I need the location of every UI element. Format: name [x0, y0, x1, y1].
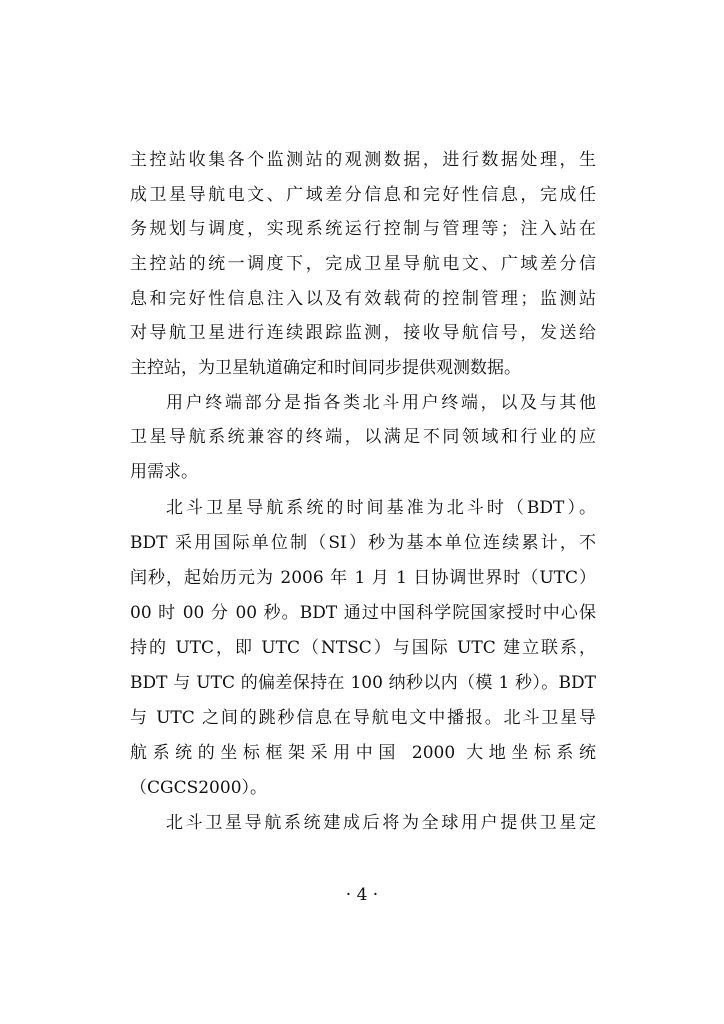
- text-line: 对导航卫星进行连续跟踪监测，接收导航信号，发送给: [130, 323, 596, 343]
- text-line: 息和完好性信息注入以及有效载荷的控制管理；监测站: [130, 289, 596, 309]
- text-line: 航系统的坐标框架采用中国 2000 大地坐标系统: [130, 743, 596, 763]
- text-line: BDT 采用国际单位制（SI）秒为基本单位连续累计，不: [130, 533, 596, 553]
- paragraph-first-line: 北斗卫星导航系统建成后将为全球用户提供卫星定: [166, 813, 596, 833]
- text-line: 卫星导航系统兼容的终端，以满足不同领域和行业的应: [130, 427, 596, 447]
- text-line: BDT 与 UTC 的偏差保持在 100 纳秒以内（模 1 秒）。BDT: [130, 673, 596, 693]
- text-line: 00 时 00 分 00 秒。BDT 通过中国科学院国家授时中心保: [130, 603, 596, 623]
- text-line: 务规划与调度，实现系统运行控制与管理等；注入站在: [130, 219, 596, 239]
- text-line: 主控站收集各个监测站的观测数据，进行数据处理，生: [130, 150, 596, 170]
- page-number: · 4 ·: [345, 885, 379, 905]
- text-line: 与 UTC 之间的跳秒信息在导航电文中播报。北斗卫星导: [130, 708, 596, 728]
- text-line: 主控站的统一调度下，完成卫星导航电文、广域差分信: [130, 254, 596, 274]
- paragraph-first-line: 北斗卫星导航系统的时间基准为北斗时（BDT）。: [166, 498, 596, 518]
- text-line: 主控站，为卫星轨道确定和时间同步提供观测数据。: [130, 358, 521, 378]
- text-line: 用需求。: [130, 462, 198, 482]
- text-line: （CGCS2000）。: [130, 778, 268, 798]
- text-line: 成卫星导航电文、广域差分信息和完好性信息，完成任: [130, 185, 596, 205]
- text-line: 持的 UTC，即 UTC（NTSC）与国际 UTC 建立联系，: [130, 638, 596, 658]
- text-line: 闰秒，起始历元为 2006 年 1 月 1 日协调世界时（UTC）: [130, 568, 596, 588]
- paragraph-first-line: 用户终端部分是指各类北斗用户终端，以及与其他: [166, 393, 596, 413]
